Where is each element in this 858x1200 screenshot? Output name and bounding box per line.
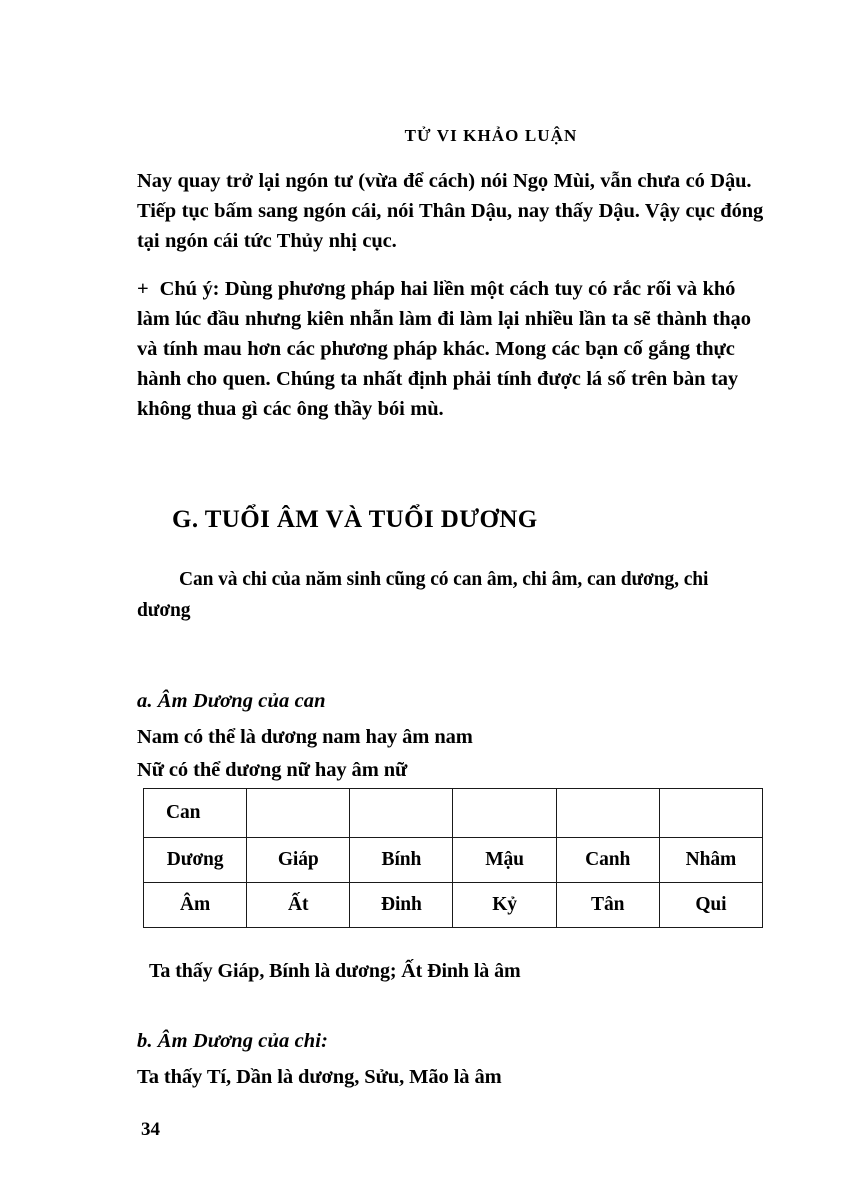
- table-cell-empty-2: [350, 789, 453, 838]
- table-cell-empty-4: [556, 789, 659, 838]
- table-row: [144, 883, 763, 928]
- after-table-block: [149, 955, 769, 988]
- running-head: TỬ VI KHẢO LUẬN: [404, 126, 578, 145]
- page-content: [137, 166, 765, 787]
- table-row: [144, 838, 763, 883]
- vertical-spacer: [137, 626, 765, 690]
- table-cell-empty-1: [247, 789, 350, 838]
- table-cell: Canh: [556, 838, 659, 883]
- subsection-b-line-1: Ta thấy Tí, Dần là dương, Sửu, Mão là âm: [137, 1066, 502, 1088]
- table-row-label-am: Âm: [144, 883, 247, 928]
- subsection-a-line-1: Nam có thể là dương nam hay âm nam: [137, 726, 473, 748]
- section-g-block: [137, 506, 765, 626]
- table-cell-empty-3: [453, 789, 556, 838]
- section-g-intro: [137, 564, 765, 626]
- after-table-line-1: Ta thấy Giáp, Bính là dương; Ất Đinh là âm: [149, 960, 521, 982]
- table-cell: Qui: [659, 883, 762, 928]
- paragraph-1: Nay quay trở lại ngón tư (vừa để cách) nói Ngọ Mùi, vẫn chưa có Dậu. Tiếp tục bấm sang ngón cái, nói Thân Dậu, nay thấy Dậu. Vậy cục đóng tại ngón cái tức Thủy nhị cục.: [137, 170, 764, 252]
- can-table-wrapper: [143, 788, 763, 928]
- section-g-intro-text: Can và chi của năm sinh cũng có can âm, chi âm, can dương, chi dương: [137, 569, 709, 621]
- table-cell: Đinh: [350, 883, 453, 928]
- vertical-spacer-small: [137, 713, 765, 721]
- table-row-label-duong: Dương: [144, 838, 247, 883]
- can-table: [143, 788, 763, 928]
- table-cell: Mậu: [453, 838, 556, 883]
- page-title: G. TUỔI ÂM VÀ TUỔI DƯƠNG: [172, 506, 538, 533]
- table-cell: Nhâm: [659, 838, 762, 883]
- note-label: Chú ý: [159, 278, 213, 300]
- table-cell: Giáp: [247, 838, 350, 883]
- note-separator: :: [212, 278, 220, 300]
- subsection-a-heading: a. Âm Dương của can: [137, 690, 326, 712]
- note-text: Dùng phương pháp hai liền một cách tuy có rắc rối và khó làm lúc đầu nhưng kiên nhẫn làm đi làm lại nhiều lần ta sẽ thành thạo và tính mau hơn các phương pháp khác. Mong các bạn cố gắng thực hành cho quen. Chúng ta nhất định phải tính được lá số trên bàn tay không thua gì các ông thầy bói mù.: [137, 278, 751, 420]
- note-paragraph: [137, 274, 765, 424]
- table-cell: Tân: [556, 883, 659, 928]
- note-marker: +: [137, 278, 149, 300]
- table-row-header: [144, 789, 763, 838]
- table-header-can: Can: [144, 789, 247, 838]
- table-cell: Kỷ: [453, 883, 556, 928]
- subsection-b-heading: b. Âm Dương của chi:: [137, 1030, 329, 1052]
- table-cell: Bính: [350, 838, 453, 883]
- table-cell-empty-5: [659, 789, 762, 838]
- table-cell: Ất: [247, 883, 350, 928]
- page-number: 34: [141, 1119, 160, 1140]
- subsection-b-block: [137, 1030, 757, 1094]
- subsection-a-line-2: Nữ có thể dương nữ hay âm nữ: [137, 759, 408, 781]
- vertical-spacer-small: [137, 1053, 757, 1061]
